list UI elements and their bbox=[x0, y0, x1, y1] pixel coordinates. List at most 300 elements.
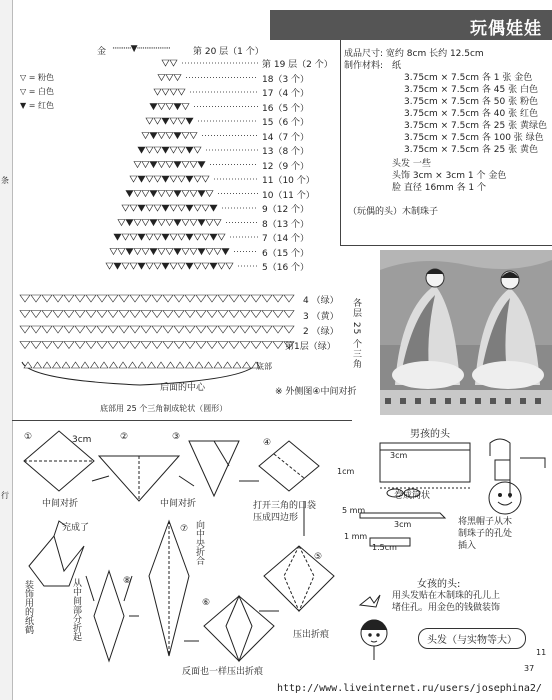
base-triangle bbox=[163, 311, 173, 318]
spine-mark: 行 bbox=[1, 491, 9, 500]
boy-note-3: 插入 bbox=[458, 541, 477, 551]
ring-triangle bbox=[62, 362, 70, 368]
base-triangle bbox=[119, 311, 129, 318]
base-triangle bbox=[251, 326, 261, 333]
base-triangle bbox=[273, 326, 283, 333]
base-triangle bbox=[218, 326, 228, 333]
triangle-unit bbox=[158, 191, 165, 197]
base-triangle bbox=[42, 311, 52, 318]
base-triangle bbox=[42, 326, 52, 333]
step6-caption: 反面也一样压出折痕 bbox=[182, 667, 264, 677]
step-num-7: ⑦ bbox=[180, 524, 189, 534]
base-triangle bbox=[185, 311, 195, 318]
base-layer-3: 3 （黄） bbox=[303, 312, 339, 322]
doll-photo bbox=[380, 250, 552, 415]
triangle-unit bbox=[142, 133, 149, 139]
triangle-unit bbox=[150, 104, 157, 110]
triangle-unit bbox=[154, 263, 161, 269]
layer-label: 12（9 个） bbox=[262, 161, 310, 172]
leader-dots: ··········▼·················· bbox=[112, 44, 171, 54]
base-triangle bbox=[207, 311, 217, 318]
triangle-unit bbox=[166, 75, 173, 81]
base-triangle bbox=[31, 326, 41, 333]
boy-note-2: 制珠子的孔处 bbox=[458, 529, 513, 539]
triangle-unit bbox=[142, 220, 149, 226]
layer-label: 9（12 个） bbox=[262, 205, 310, 215]
triangle-unit bbox=[190, 162, 197, 168]
base-triangle bbox=[130, 326, 140, 333]
base-triangle bbox=[108, 342, 118, 349]
base-triangle bbox=[75, 295, 85, 302]
base-triangle bbox=[75, 311, 85, 318]
base-triangle bbox=[196, 342, 206, 349]
ring-triangle bbox=[100, 362, 108, 368]
triangle-unit bbox=[190, 191, 197, 197]
boy-roll: 卷成筒状 bbox=[394, 491, 431, 501]
triangle-unit bbox=[130, 234, 137, 240]
page-num-small: 11 bbox=[536, 648, 547, 657]
triangle-unit bbox=[130, 263, 137, 269]
triangle-unit bbox=[218, 263, 225, 269]
base-triangle bbox=[42, 295, 52, 302]
base-triangle bbox=[174, 342, 184, 349]
triangle-unit bbox=[146, 234, 153, 240]
base-triangle bbox=[284, 326, 294, 333]
triangle-unit bbox=[210, 205, 217, 211]
triangle-unit bbox=[170, 147, 177, 153]
base-caption: 底部用 25 个三角制成轮状（圆形） bbox=[100, 404, 228, 413]
triangle-unit bbox=[190, 133, 197, 139]
page-title: 玩偶娃娃 bbox=[470, 19, 542, 39]
base-triangle bbox=[130, 311, 140, 318]
triangle-unit bbox=[170, 263, 177, 269]
triangle-unit bbox=[122, 205, 129, 211]
triangle-unit bbox=[126, 220, 133, 226]
triangle-unit bbox=[114, 263, 121, 269]
ring-triangle bbox=[243, 362, 251, 368]
base-triangle bbox=[284, 311, 294, 318]
triangle-unit bbox=[178, 118, 185, 124]
step8-caption: 从中间部分折起 bbox=[71, 578, 81, 641]
triangle-unit bbox=[158, 220, 165, 226]
ring-triangle bbox=[129, 362, 137, 368]
base-triangle bbox=[207, 342, 217, 349]
spec-row: 3.75cm × 7.5cm 各 50 张 粉色 bbox=[404, 97, 538, 107]
ring-triangle bbox=[233, 362, 241, 368]
base-triangle bbox=[152, 326, 162, 333]
triangle-unit bbox=[178, 234, 185, 240]
base-triangle bbox=[229, 311, 239, 318]
triangle-unit bbox=[154, 118, 161, 124]
triangle-unit bbox=[174, 249, 181, 255]
base-triangle bbox=[86, 295, 96, 302]
base-triangle bbox=[53, 295, 63, 302]
base-triangle bbox=[130, 295, 140, 302]
spec-row: 3.75cm × 7.5cm 各 1 张 金色 bbox=[404, 73, 533, 83]
ring-triangle bbox=[81, 362, 89, 368]
triangle-unit bbox=[158, 104, 165, 110]
triangle-unit bbox=[106, 263, 113, 269]
triangle-unit bbox=[146, 147, 153, 153]
base-triangle bbox=[108, 295, 118, 302]
triangle-unit bbox=[134, 191, 141, 197]
triangle-unit bbox=[190, 220, 197, 226]
done-caption: 完成了 bbox=[62, 523, 90, 533]
base-triangle bbox=[53, 311, 63, 318]
triangle-unit bbox=[110, 249, 117, 255]
triangle-unit bbox=[158, 75, 165, 81]
triangle-unit bbox=[178, 176, 185, 182]
step5-caption: 压出折痕 bbox=[293, 630, 330, 640]
triangle-unit bbox=[182, 249, 189, 255]
triangle-unit bbox=[194, 176, 201, 182]
base-triangle bbox=[20, 326, 30, 333]
base-triangle bbox=[229, 295, 239, 302]
triangle-unit bbox=[210, 234, 217, 240]
base-triangle bbox=[262, 311, 272, 318]
base-triangle bbox=[20, 342, 30, 349]
step-num-6: ⑥ bbox=[202, 598, 211, 608]
triangle-unit bbox=[138, 205, 145, 211]
base-triangle bbox=[141, 311, 151, 318]
girl-title: 女孩的头: bbox=[417, 579, 461, 590]
triangle-unit bbox=[150, 220, 157, 226]
step1-dim: 3cm bbox=[72, 435, 92, 445]
base-triangle bbox=[20, 311, 30, 318]
triangle-unit bbox=[202, 176, 209, 182]
boy-dim-5mm: 5 mm bbox=[342, 506, 366, 515]
triangle-unit bbox=[170, 205, 177, 211]
triangle-unit bbox=[182, 104, 189, 110]
base-triangle bbox=[130, 342, 140, 349]
triangle-unit bbox=[166, 249, 173, 255]
layer-label: 17（4 个） bbox=[262, 89, 310, 99]
ring-triangle bbox=[176, 362, 184, 368]
triangle-unit bbox=[206, 220, 213, 226]
triangle-unit bbox=[166, 104, 173, 110]
base-triangle bbox=[86, 326, 96, 333]
legend-pink: ▽ = 粉色 bbox=[20, 73, 54, 82]
layer-label: 14（7 个） bbox=[262, 132, 310, 143]
step4-caption1: 打开三角的口袋 bbox=[253, 501, 317, 511]
ring-triangle bbox=[72, 362, 80, 368]
base-triangle bbox=[262, 295, 272, 302]
triangle-unit bbox=[134, 220, 141, 226]
triangle-unit bbox=[122, 234, 129, 240]
layer-label: 15（6 个） bbox=[262, 118, 310, 128]
step-num-5: ⑤ bbox=[314, 552, 323, 562]
layer-label: 5（16 个） bbox=[262, 263, 310, 273]
base-triangle bbox=[64, 326, 74, 333]
boy-title: 男孩的头 bbox=[410, 429, 450, 440]
triangle-unit bbox=[162, 176, 169, 182]
base-triangle bbox=[207, 295, 217, 302]
triangle-unit bbox=[162, 234, 169, 240]
paper-label: 纸 bbox=[392, 61, 402, 71]
spine-mark: 条 bbox=[1, 176, 9, 185]
triangle-unit bbox=[170, 89, 177, 95]
boy-dim-15cm: 1.5cm bbox=[372, 543, 397, 552]
triangle-unit bbox=[202, 263, 209, 269]
page-number: 37 bbox=[524, 664, 535, 673]
step-num-3: ③ bbox=[172, 432, 181, 442]
triangle-unit bbox=[198, 220, 205, 226]
ring-triangle bbox=[157, 362, 165, 368]
triangle-unit bbox=[194, 147, 201, 153]
ring-triangle bbox=[148, 362, 156, 368]
base-triangle bbox=[53, 342, 63, 349]
base-triangle bbox=[262, 326, 272, 333]
triangle-unit bbox=[174, 75, 181, 81]
triangle-unit bbox=[166, 191, 173, 197]
ornament-row: 头饰 3cm × 3cm 1 个 金色 bbox=[392, 171, 507, 181]
triangle-unit bbox=[130, 176, 137, 182]
triangle-unit bbox=[194, 205, 201, 211]
base-triangle bbox=[273, 311, 283, 318]
base-triangle bbox=[141, 326, 151, 333]
triangle-unit bbox=[182, 191, 189, 197]
base-triangle bbox=[152, 311, 162, 318]
triangle-unit bbox=[138, 176, 145, 182]
ring-triangle bbox=[214, 362, 222, 368]
triangle-unit bbox=[126, 249, 133, 255]
step4-caption2: 压成四边形 bbox=[253, 513, 299, 523]
boy-dim-3cm-b: 3cm bbox=[394, 520, 412, 529]
fold-note: ※ 外侧图④中间对折 bbox=[275, 387, 357, 397]
ring-triangle bbox=[186, 362, 194, 368]
step1-caption: 中间对折 bbox=[42, 499, 79, 509]
base-triangle bbox=[64, 342, 74, 349]
triangle-unit bbox=[214, 220, 221, 226]
triangle-unit bbox=[174, 191, 181, 197]
triangle-unit bbox=[138, 147, 145, 153]
ring-triangle bbox=[195, 362, 203, 368]
triangle-unit bbox=[182, 220, 189, 226]
base-layer-4: 4 （绿） bbox=[303, 296, 339, 306]
base-triangle bbox=[251, 311, 261, 318]
title-bar bbox=[270, 10, 552, 40]
base-layer-1: 第1层（绿） bbox=[285, 342, 336, 352]
base-triangle bbox=[97, 326, 107, 333]
base-triangle bbox=[53, 326, 63, 333]
triangle-unit bbox=[174, 133, 181, 139]
step-num-2: ② bbox=[120, 432, 129, 442]
base-triangle bbox=[240, 342, 250, 349]
triangle-unit bbox=[218, 234, 225, 240]
triangle-unit bbox=[142, 191, 149, 197]
triangle-unit bbox=[158, 249, 165, 255]
divider bbox=[12, 420, 352, 421]
base-triangle bbox=[218, 311, 228, 318]
base-triangle bbox=[141, 295, 151, 302]
boy-dim-1cm: 1cm bbox=[337, 467, 355, 476]
triangle-unit bbox=[150, 249, 157, 255]
base-triangle bbox=[163, 326, 173, 333]
base-triangle bbox=[86, 342, 96, 349]
girl-note-2: 堵住孔。用金色的钱做装饰 bbox=[392, 603, 501, 613]
triangle-unit bbox=[150, 133, 157, 139]
triangle-unit bbox=[146, 263, 153, 269]
side-note: 各层 25 个三角 bbox=[351, 298, 361, 370]
triangle-unit bbox=[158, 133, 165, 139]
base-triangle bbox=[75, 326, 85, 333]
triangle-unit bbox=[126, 191, 133, 197]
spec-row: 3.75cm × 7.5cm 各 45 张 白色 bbox=[404, 85, 538, 95]
center-label: 后面的中心 bbox=[160, 383, 206, 393]
base-triangle bbox=[273, 295, 283, 302]
triangle-unit bbox=[118, 249, 125, 255]
triangle-unit bbox=[186, 205, 193, 211]
triangle-unit bbox=[146, 176, 153, 182]
base-triangle bbox=[31, 311, 41, 318]
spec-row: 3.75cm × 7.5cm 各 25 张 黄色 bbox=[404, 145, 538, 155]
triangle-unit bbox=[182, 133, 189, 139]
triangle-unit bbox=[154, 147, 161, 153]
triangle-unit bbox=[146, 118, 153, 124]
base-triangle bbox=[97, 311, 107, 318]
triangle-unit bbox=[150, 191, 157, 197]
base-triangle bbox=[251, 342, 261, 349]
base-triangle bbox=[86, 311, 96, 318]
spec-row: 3.75cm × 7.5cm 各 100 张 绿色 bbox=[404, 133, 544, 143]
base-triangle bbox=[108, 311, 118, 318]
triangle-unit bbox=[170, 118, 177, 124]
base-triangle bbox=[97, 295, 107, 302]
layer-label: 6（15 个） bbox=[262, 248, 310, 259]
triangle-unit bbox=[198, 162, 205, 168]
top-layer-label: 第 20 层（1 个） bbox=[193, 47, 264, 57]
material-label: 制作材料: bbox=[344, 61, 384, 71]
triangle-unit bbox=[138, 263, 145, 269]
spec-row: 3.75cm × 7.5cm 各 25 张 黄绿色 bbox=[404, 121, 547, 131]
ring-triangle bbox=[167, 362, 175, 368]
triangle-unit bbox=[206, 191, 213, 197]
base-triangle bbox=[31, 295, 41, 302]
triangle-unit bbox=[182, 162, 189, 168]
ring-triangle bbox=[34, 362, 42, 368]
base-triangle bbox=[97, 342, 107, 349]
triangle-unit bbox=[170, 60, 177, 66]
girl-note-1: 用头发贴在木制珠的孔儿上 bbox=[392, 591, 501, 601]
base-triangle bbox=[240, 311, 250, 318]
layer-label: 16（5 个） bbox=[262, 103, 310, 114]
ring-triangle bbox=[110, 362, 118, 368]
ring-triangle bbox=[119, 362, 127, 368]
triangle-rows bbox=[20, 60, 294, 385]
triangle-unit bbox=[170, 176, 177, 182]
triangle-unit bbox=[134, 162, 141, 168]
legend-red: ▼ = 红色 bbox=[20, 101, 54, 110]
triangle-unit bbox=[130, 205, 137, 211]
triangle-unit bbox=[134, 249, 141, 255]
base-triangle bbox=[229, 342, 239, 349]
step-num-8: ⑧ bbox=[123, 576, 132, 586]
triangle-unit bbox=[186, 176, 193, 182]
ring-triangle bbox=[43, 362, 51, 368]
triangle-unit bbox=[158, 162, 165, 168]
base-triangle bbox=[218, 342, 228, 349]
triangle-unit bbox=[214, 249, 221, 255]
layer-label: 11（10 个） bbox=[262, 176, 315, 186]
triangle-unit bbox=[154, 234, 161, 240]
base-triangle bbox=[262, 342, 272, 349]
ring-triangle bbox=[224, 362, 232, 368]
layer-label: 第 19 层（2 个） bbox=[262, 60, 333, 70]
layer-label: 7（14 个） bbox=[262, 234, 310, 244]
triangle-unit bbox=[202, 205, 209, 211]
triangle-unit bbox=[162, 263, 169, 269]
triangle-unit bbox=[154, 176, 161, 182]
base-triangle bbox=[75, 342, 85, 349]
triangle-unit bbox=[202, 234, 209, 240]
base-triangle bbox=[174, 326, 184, 333]
base-triangle bbox=[240, 326, 250, 333]
base-triangle bbox=[240, 295, 250, 302]
triangle-unit bbox=[162, 118, 169, 124]
triangle-unit bbox=[122, 263, 129, 269]
triangle-unit bbox=[142, 249, 149, 255]
base-triangle bbox=[284, 295, 294, 302]
triangle-unit bbox=[142, 162, 149, 168]
boy-note-1: 将黑帽子从木 bbox=[458, 517, 513, 527]
base-triangle bbox=[152, 342, 162, 349]
triangle-unit bbox=[178, 89, 185, 95]
ring-triangle bbox=[205, 362, 213, 368]
triangle-unit bbox=[178, 205, 185, 211]
ring-triangle bbox=[24, 362, 32, 368]
base-triangle bbox=[141, 342, 151, 349]
triangle-unit bbox=[162, 60, 169, 66]
bead-note: （玩偶的头）木制珠子 bbox=[348, 207, 439, 217]
triangle-unit bbox=[150, 162, 157, 168]
base-triangle bbox=[152, 295, 162, 302]
face-row: 脸 直径 16mm 各 1 个 bbox=[392, 183, 487, 193]
layer-label: 10（11 个） bbox=[262, 190, 315, 201]
base-triangle bbox=[108, 326, 118, 333]
base-triangle bbox=[207, 326, 217, 333]
base-triangle bbox=[64, 295, 74, 302]
triangle-unit bbox=[174, 104, 181, 110]
triangle-unit bbox=[178, 147, 185, 153]
base-triangle bbox=[196, 295, 206, 302]
triangle-unit bbox=[174, 162, 181, 168]
crane-caption: 装饰用的纸鹤 bbox=[23, 580, 33, 634]
triangle-unit bbox=[138, 234, 145, 240]
triangle-unit bbox=[190, 249, 197, 255]
base-triangle bbox=[185, 342, 195, 349]
base-triangle bbox=[229, 326, 239, 333]
triangle-unit bbox=[146, 205, 153, 211]
triangle-unit bbox=[154, 89, 161, 95]
base-triangle bbox=[163, 295, 173, 302]
base-triangle bbox=[196, 311, 206, 318]
triangle-unit bbox=[186, 234, 193, 240]
triangle-unit bbox=[206, 249, 213, 255]
triangle-unit bbox=[186, 263, 193, 269]
base-triangle bbox=[119, 342, 129, 349]
triangle-unit bbox=[194, 263, 201, 269]
ring-triangle bbox=[53, 362, 61, 368]
triangle-unit bbox=[166, 162, 173, 168]
triangle-unit bbox=[210, 263, 217, 269]
triangle-unit bbox=[222, 249, 229, 255]
legend-white: ▽ = 白色 bbox=[20, 87, 54, 96]
girl-head-diagram bbox=[352, 585, 412, 665]
base-triangle bbox=[174, 295, 184, 302]
triangle-unit bbox=[198, 249, 205, 255]
step-num-4: ④ bbox=[263, 438, 272, 448]
triangle-unit bbox=[162, 89, 169, 95]
